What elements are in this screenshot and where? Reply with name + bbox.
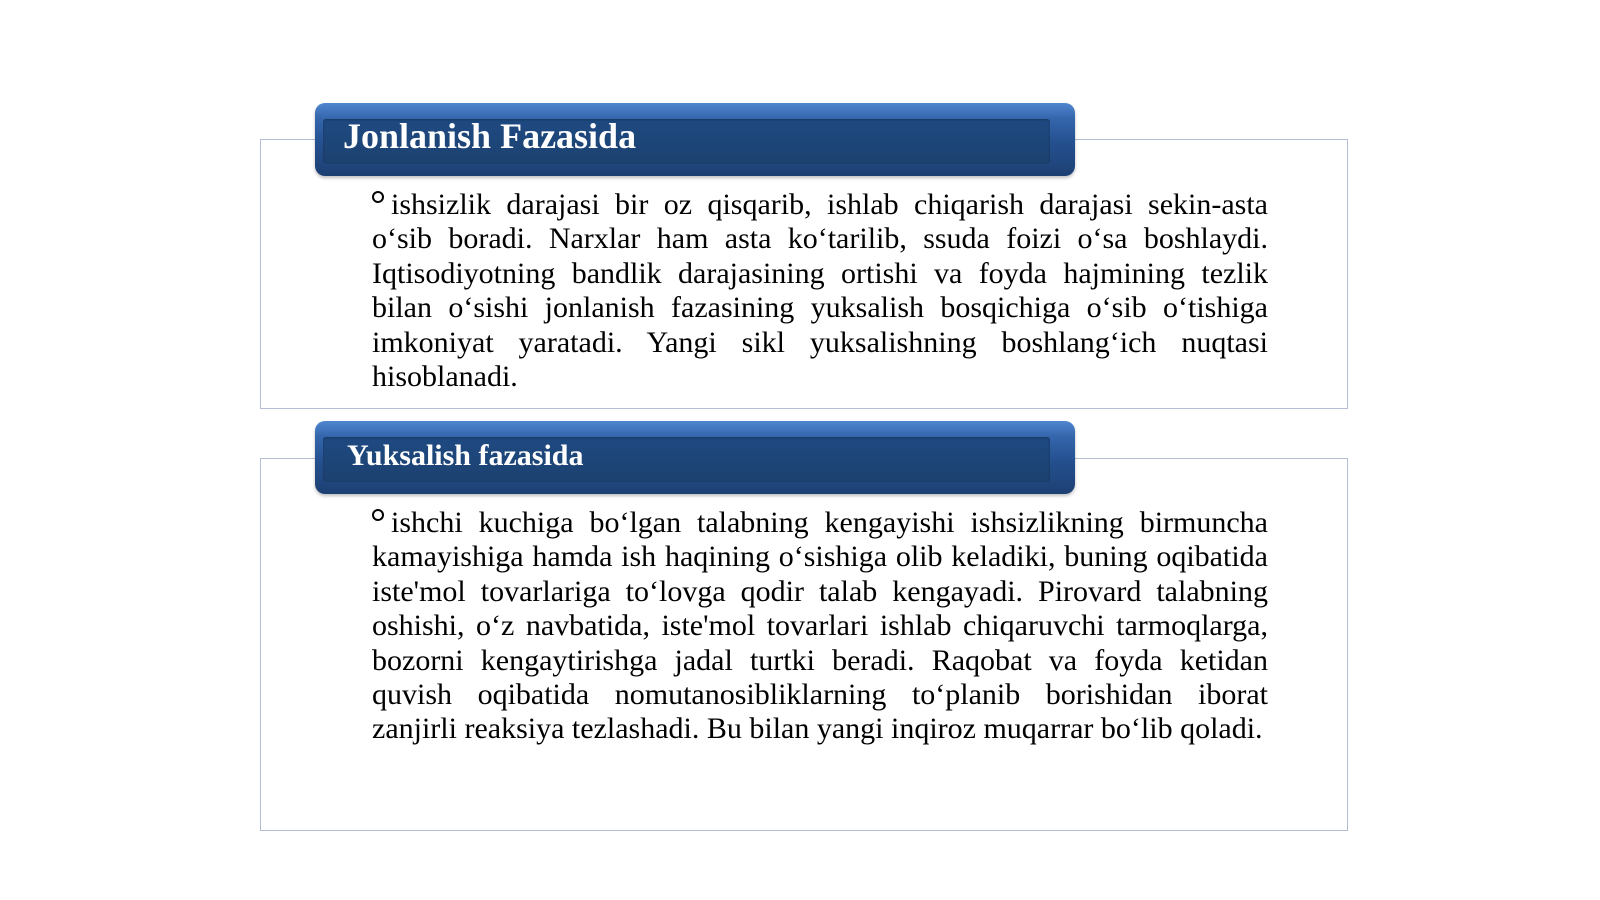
section-text: ishchi kuchiga bo‘lgan talabning kengayishi ishsizlikning birmuncha kamayishiga hamda ish haqining o‘sishiga olib keladiki, buning oqibatida iste'mol tovarlariga to‘lovga qodir talab kengayadi. Pirovard talabning oshishi, o‘z navbatida, iste'mol tovarlari ishlab chiqaruvchi tarmoqlarga, bozorni kengaytirishga jadal turtki beradi. Raqobat va foyda ketidan quvish oqibatida nomutanosibliklarning to‘planib borishidan iborat zanjirli reaksiya tezlashadi. Bu bilan yangi inqiroz muqarrar bo‘lib qoladi. [372,506,1268,746]
bullet-circle-icon [372,509,384,521]
section-title: Yuksalish fazasida [347,438,584,472]
section-header [315,103,1075,176]
section-jonlanish [260,103,1348,409]
section-body [372,188,1268,394]
section-header [315,421,1075,494]
section-title: Jonlanish Fazasida [343,115,637,156]
section-yuksalish [260,421,1348,831]
bullet-circle-icon [372,191,384,203]
section-text: ishsizlik darajasi bir oz qisqarib, ishlab chiqarish darajasi sekin-asta o‘sib boradi. Narxlar ham asta ko‘tarilib, ssuda foizi o‘sa boshlaydi. Iqtisodiyotning bandlik darajasining ortishi va foyda hajmining tezlik bilan o‘sishi jonlanish fazasining yuksalish bosqichiga o‘sib o‘tishiga imkoniyat yaratadi. Yangi sikl yuksalishning boshlang‘ich nuqtasi hisoblanadi. [372,188,1268,394]
section-body [372,506,1268,747]
